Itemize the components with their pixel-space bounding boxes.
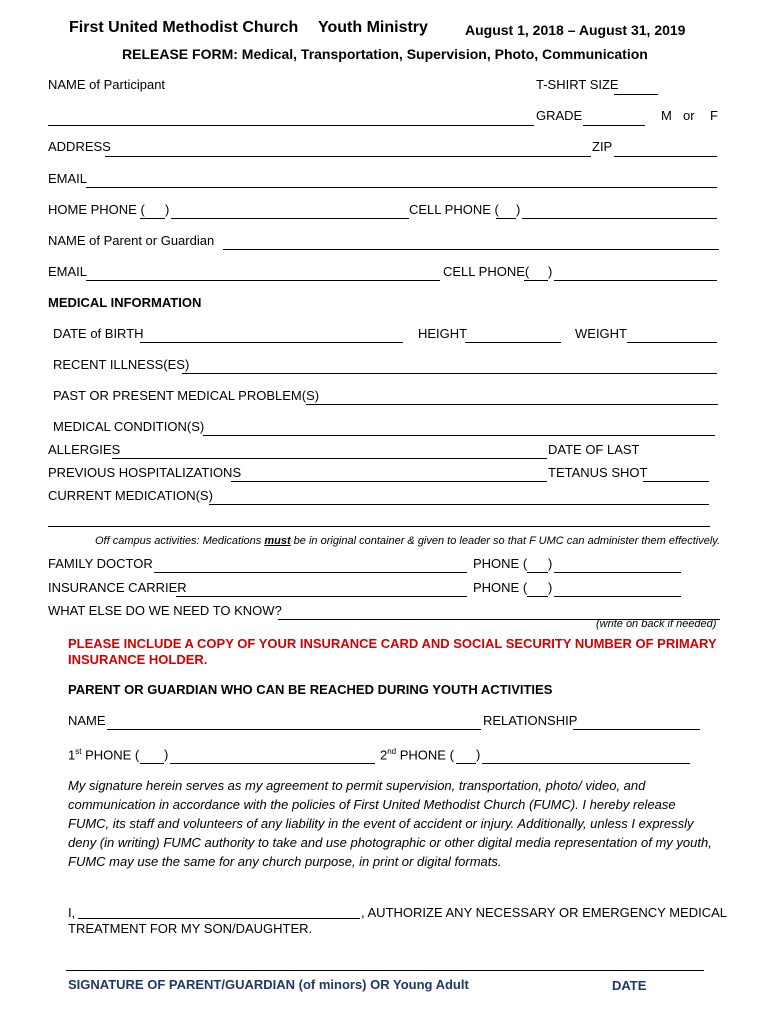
participant-name-label: NAME of Participant — [48, 77, 166, 92]
gender-f-option[interactable]: F — [710, 108, 718, 123]
medical-section-title: MEDICAL INFORMATION — [48, 295, 202, 310]
hospitalizations-label: PREVIOUS HOSPITALIZATIONS — [48, 465, 242, 480]
relationship-field[interactable] — [573, 729, 700, 730]
medication-note-must: must — [264, 535, 291, 547]
home-phone-label: HOME PHONE ( — [48, 202, 145, 217]
contact-name-label: NAME — [68, 713, 106, 728]
family-doctor-label: FAMILY DOCTOR — [48, 556, 153, 571]
parent-cell-paren: ) — [548, 264, 553, 279]
hospitalizations-field[interactable] — [231, 481, 547, 482]
recent-illness-label: RECENT ILLNESS(ES) — [53, 357, 190, 372]
parent-email-label: EMAIL — [48, 264, 88, 279]
gender-or-text: or — [683, 108, 695, 123]
write-on-back-note: (write on back if needed) — [596, 618, 717, 630]
medication-note-pre: Off campus activities: Medications — [95, 535, 265, 547]
phone1-label — [68, 747, 139, 762]
zip-label: ZIP — [592, 139, 613, 154]
doctor-phone-area-code-field[interactable] — [527, 572, 548, 573]
form-date-range: August 1, 2018 – August 31, 2019 — [465, 22, 686, 38]
form-subtitle: RELEASE FORM: Medical, Transportation, Supervision, Photo, Communication — [122, 46, 648, 62]
dob-label: DATE of BIRTH — [53, 326, 144, 341]
doctor-phone-paren: ) — [548, 556, 553, 571]
zip-field[interactable] — [614, 156, 717, 157]
insurance-notice-line1: PLEASE INCLUDE A COPY OF YOUR INSURANCE CARD AND SOCIAL SECURITY NUMBER OF PRIMARY — [68, 636, 717, 651]
phone2-field[interactable] — [482, 763, 690, 764]
height-field[interactable] — [465, 342, 561, 343]
tetanus-label: TETANUS SHOT — [548, 465, 648, 480]
insurance-phone-area-code-field[interactable] — [527, 596, 548, 597]
parent-cell-area-code-field[interactable] — [524, 280, 548, 281]
phone2-area-code-field[interactable] — [456, 763, 476, 764]
cell-phone-area-code-field[interactable] — [496, 218, 516, 219]
parent-name-label: NAME of Parent or Guardian — [48, 233, 215, 248]
address-label: ADDRESS — [48, 139, 111, 154]
authorize-text-line1: , AUTHORIZE ANY NECESSARY OR EMERGENCY MEDICAL — [361, 905, 728, 920]
ministry-name: Youth Ministry — [318, 19, 428, 36]
phone2-sup: nd — [387, 747, 397, 756]
allergies-label: ALLERGIES — [48, 442, 121, 457]
signature-line[interactable] — [66, 970, 704, 971]
weight-field[interactable] — [627, 342, 717, 343]
conditions-field[interactable] — [203, 435, 715, 436]
height-label: HEIGHT — [418, 326, 468, 341]
allergies-field[interactable] — [112, 458, 547, 459]
phone1-area-code-field[interactable] — [140, 763, 164, 764]
participant-email-field[interactable] — [86, 187, 717, 188]
recent-illness-field[interactable] — [182, 373, 717, 374]
conditions-label: MEDICAL CONDITION(S) — [53, 419, 205, 434]
family-doctor-field[interactable] — [154, 572, 467, 573]
home-phone-field[interactable] — [171, 218, 409, 219]
what-else-label: WHAT ELSE DO WE NEED TO KNOW? — [48, 603, 282, 618]
past-problem-field[interactable] — [306, 404, 718, 405]
tetanus-date-field[interactable] — [643, 481, 709, 482]
tshirt-size-label: T-SHIRT SIZE — [536, 77, 619, 92]
past-problem-label: PAST OR PRESENT MEDICAL PROBLEM(S) — [53, 388, 320, 403]
phone2-text: PHONE ( — [396, 747, 454, 763]
cell-phone-label: CELL PHONE ( — [409, 202, 499, 217]
home-phone-paren: ) — [165, 202, 170, 217]
signature-label: SIGNATURE OF PARENT/GUARDIAN (of minors) OR Young Adult — [68, 977, 469, 992]
address-field[interactable] — [105, 156, 591, 157]
authorize-text-line2: TREATMENT FOR MY SON/DAUGHTER. — [68, 921, 313, 936]
phone1-field[interactable] — [170, 763, 375, 764]
medication-note-post: be in original container & given to leader so that F UMC can administer them effectively. — [290, 535, 721, 547]
parent-cell-phone-label: CELL PHONE( — [443, 264, 530, 279]
participant-name-field[interactable] — [48, 125, 534, 126]
phone1-paren: ) — [164, 747, 169, 762]
agreement-paragraph: My signature herein serves as my agreement to permit supervision, transportation, photo/ video, and communication in accordance with the policies of First United Methodist Church (FUMC). I hereby release FUMC, its staff and volunteers of any liability in the event of accident or injury. Additionally, unless I expressly deny (in writing) FUMC authority to take and use photographic or other digital media representation of my youth, FUMC may use the same for any church purpose, in print or digital formats. — [68, 778, 712, 869]
insurance-carrier-field[interactable] — [176, 596, 467, 597]
parent-cell-phone-field[interactable] — [554, 280, 717, 281]
insurance-notice-line2: INSURANCE HOLDER. — [68, 652, 208, 667]
authorize-name-field[interactable] — [78, 918, 360, 919]
doctor-phone-field[interactable] — [554, 572, 681, 573]
medication-field[interactable] — [209, 504, 709, 505]
relationship-label: RELATIONSHIP — [483, 713, 578, 728]
home-phone-area-code-field[interactable] — [140, 218, 165, 219]
phone1-text: PHONE ( — [81, 747, 140, 763]
church-name: First United Methodist Church — [69, 19, 299, 36]
phone2-label — [380, 747, 454, 762]
medication-label: CURRENT MEDICATION(S) — [48, 488, 213, 503]
parent-email-field[interactable] — [86, 280, 440, 281]
phone2-paren: ) — [476, 747, 481, 762]
cell-phone-paren: ) — [516, 202, 521, 217]
contact-name-field[interactable] — [107, 729, 481, 730]
weight-label: WEIGHT — [575, 326, 627, 341]
signature-date-label: DATE — [612, 978, 647, 993]
phone1-sup: st — [75, 747, 82, 756]
participant-email-label: EMAIL — [48, 171, 88, 186]
insurance-carrier-label: INSURANCE CARRIER — [48, 580, 187, 595]
doctor-phone-label: PHONE ( — [473, 556, 528, 571]
date-of-last-label: DATE OF LAST — [548, 442, 640, 457]
insurance-phone-paren: ) — [548, 580, 553, 595]
contact-section-title: PARENT OR GUARDIAN WHO CAN BE REACHED DURING YOUTH ACTIVITIES — [68, 682, 553, 697]
insurance-phone-field[interactable] — [554, 596, 681, 597]
dob-field[interactable] — [140, 342, 403, 343]
parent-name-field[interactable] — [223, 249, 719, 250]
medication-field-2[interactable] — [48, 526, 710, 527]
cell-phone-field[interactable] — [522, 218, 717, 219]
phone1-num: 1 — [68, 747, 76, 763]
phone2-num: 2 — [380, 747, 388, 763]
insurance-phone-label: PHONE ( — [473, 580, 528, 595]
gender-m-option[interactable]: M — [661, 108, 672, 123]
grade-field[interactable] — [583, 125, 645, 126]
tshirt-size-field[interactable] — [614, 94, 658, 95]
grade-label: GRADE — [536, 108, 583, 123]
medication-note — [95, 535, 720, 547]
authorize-i: I, — [68, 905, 76, 920]
